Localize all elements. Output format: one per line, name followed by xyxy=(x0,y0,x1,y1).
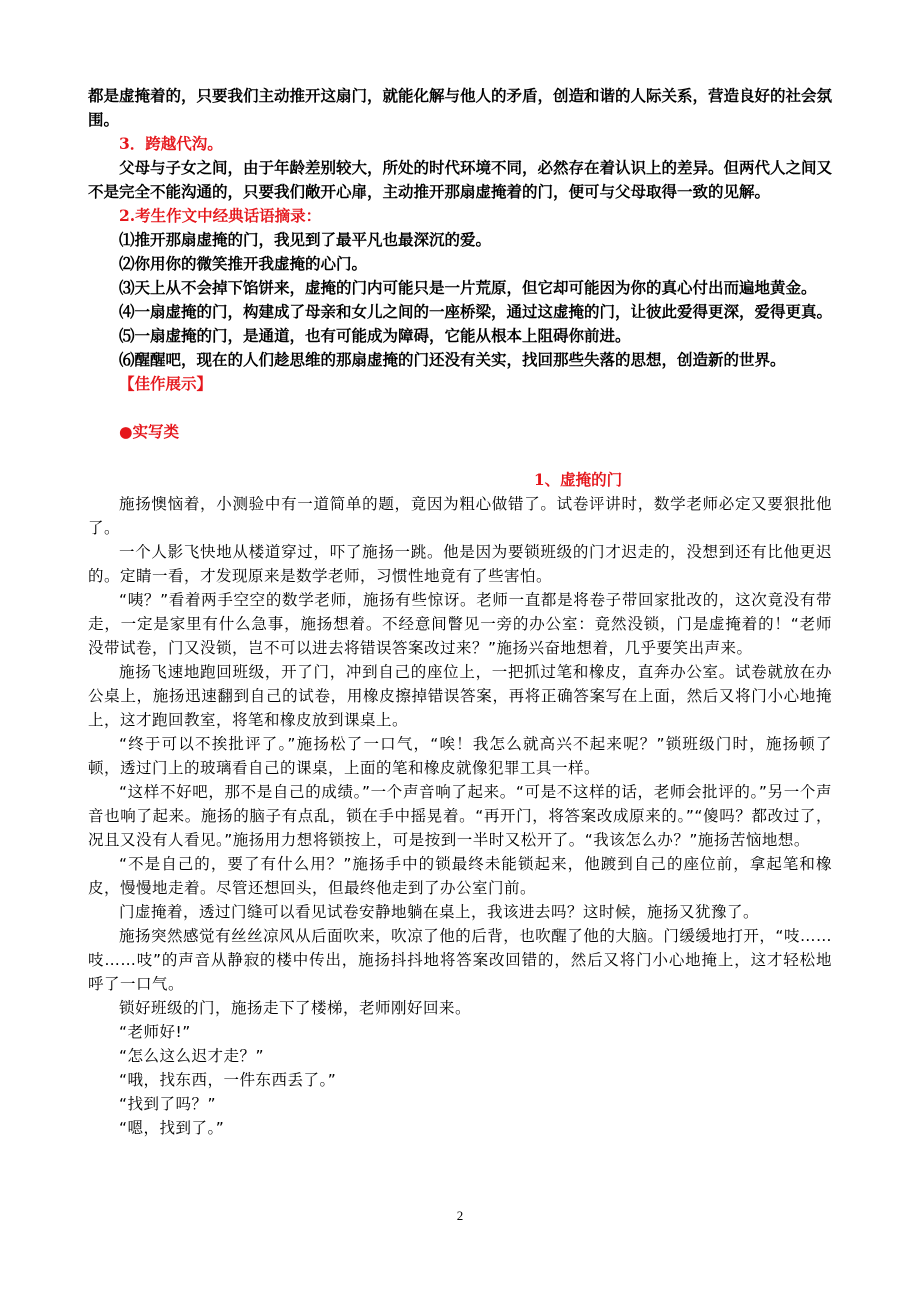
essay-paragraph: “终于可以不挨批评了。”施扬松了一口气，“唉！我怎么就高兴不起来呢？”锁班级门时，施扬顿了顿，透过门上的玻璃看自己的课桌，上面的笔和橡皮就像犯罪工具一样。 xyxy=(88,735,832,777)
dialogue-line: “老师好!” xyxy=(119,1023,191,1041)
intro-paragraph-1: 都是虚掩着的，只要我们主动推开这扇门，就能化解与他人的矛盾，创造和谐的人际关系，营造良好的社会氛围。 xyxy=(88,86,833,129)
quote-item: ⑴推开那扇虚掩的门，我见到了最平凡也最深沉的爱。 xyxy=(119,230,492,249)
spacer xyxy=(88,396,832,420)
quote-item: ⑵你用你的微笑推开我虚掩的心门。 xyxy=(119,254,368,273)
essay-paragraph: “不是自己的，要了有什么用？”施扬手中的锁最终未能锁起来，他踱到自己的座位前，拿起笔和橡皮，慢慢地走着。尽管还想回头，但最终他走到了办公室门前。 xyxy=(88,855,832,897)
essay-paragraph: 门虚掩着，透过门缝可以看见试卷安静地躺在桌上，我该进去吗？这时候，施扬又犹豫了。 xyxy=(119,903,760,921)
quote-item: ⑹醒醒吧，现在的人们趁思维的那扇虚掩的门还没有关实，找回那些失落的思想，创造新的世界。 xyxy=(119,350,786,369)
quote-item: ⑶天上从不会掉下馅饼来，虚掩的门内可能只是一片荒原，但它却可能因为你的真心付出而遍地黄金。 xyxy=(119,278,817,297)
document-page xyxy=(88,84,832,1140)
dialogue-line: “怎么这么迟才走？” xyxy=(119,1047,265,1065)
essay-paragraph: 施扬懊恼着，小测验中有一道简单的题，竟因为粗心做错了。试卷评讲时，数学老师必定又要狠批他了。 xyxy=(88,495,832,537)
essay-title: 1、虚掩的门 xyxy=(533,470,623,489)
essay-paragraph: 施扬飞速地跑回班级，开了门，冲到自己的座位上，一把抓过笔和橡皮，直奔办公室。试卷就放在办公桌上，施扬迅速翻到自己的试卷，用橡皮擦掉错误答案，再将正确答案写在上面，然后又将门小心地掩上，这才跑回教室，将笔和橡皮放到课桌上。 xyxy=(88,663,832,729)
essay-paragraph: 一个人影飞快地从楼道穿过，吓了施扬一跳。他是因为要锁班级的门才迟走的，没想到还有比他更迟的。定睛一看，才发现原来是数学老师，习惯性地竟有了些害怕。 xyxy=(88,543,832,585)
essay-paragraph: 施扬突然感觉有丝丝凉风从后面吹来，吹凉了他的后背，也吹醒了他的大脑。门缓缓地打开，“吱……吱……吱”的声音从静寂的楼中传出，施扬抖抖地将答案改回错的，然后又将门小心地掩上，这才轻松地呼了一口气。 xyxy=(88,927,832,993)
dialogue-line: “找到了吗？” xyxy=(119,1095,217,1113)
quotes-heading: 2.考生作文中经典话语摘录： xyxy=(119,206,322,225)
section-heading-3: 3．跨越代沟。 xyxy=(119,134,223,153)
dialogue-line: “哦，找东西，一件东西丢了。” xyxy=(119,1071,337,1089)
spacer xyxy=(88,444,832,468)
essay-body xyxy=(88,492,832,1140)
quote-item: ⑸一扇虚掩的门，是通道，也有可能成为障碍，它能从根本上阻碍你前进。 xyxy=(119,326,631,345)
intro-paragraph-2: 父母与子女之间，由于年龄差别较大，所处的时代环境不同，必然存在着认识上的差异。但两代人之间又不是完全不能沟通的，只要我们敞开心扉，主动推开那扇虚掩着的门，便可与父母取得一致的见解。 xyxy=(88,158,833,201)
essay-paragraph: 锁好班级的门，施扬走下了楼梯，老师刚好回来。 xyxy=(119,999,472,1017)
dialogue-line: “嗯，找到了。” xyxy=(119,1119,225,1137)
essay-paragraph: “咦？”看着两手空空的数学老师，施扬有些惊讶。老师一直都是将卷子带回家批改的，这次竟没有带走，一定是家里有什么急事，施扬想着。不经意间瞥见一旁的办公室：竟然没锁，门是虚掩着的！“老师没带试卷，门又没锁，岂不可以进去将错误答案改过来？”施扬兴奋地想着，几乎要笑出声来。 xyxy=(88,591,832,657)
quote-item: ⑷一扇虚掩的门，构建成了母亲和女儿之间的一座桥梁，通过这虚掩的门，让彼此爱得更深，爱得更真。 xyxy=(119,302,833,321)
category-label: ●实写类 xyxy=(119,422,180,441)
essay-paragraph: “这样不好吧，那不是自己的成绩。”一个声音响了起来。“可是不这样的话，老师会批评的。”另一个声音也响了起来。施扬的脑子有点乱，锁在手中摇晃着。“再开门，将答案改成原来的。”“傻吗？都改过了，况且又没有人看见。”施扬用力想将锁按上，可是按到一半时又松开了。“我该怎么办？”施扬苦恼地想。 xyxy=(88,783,832,849)
page-number: 2 xyxy=(456,1208,464,1223)
showcase-heading: 【佳作展示】 xyxy=(119,374,213,393)
